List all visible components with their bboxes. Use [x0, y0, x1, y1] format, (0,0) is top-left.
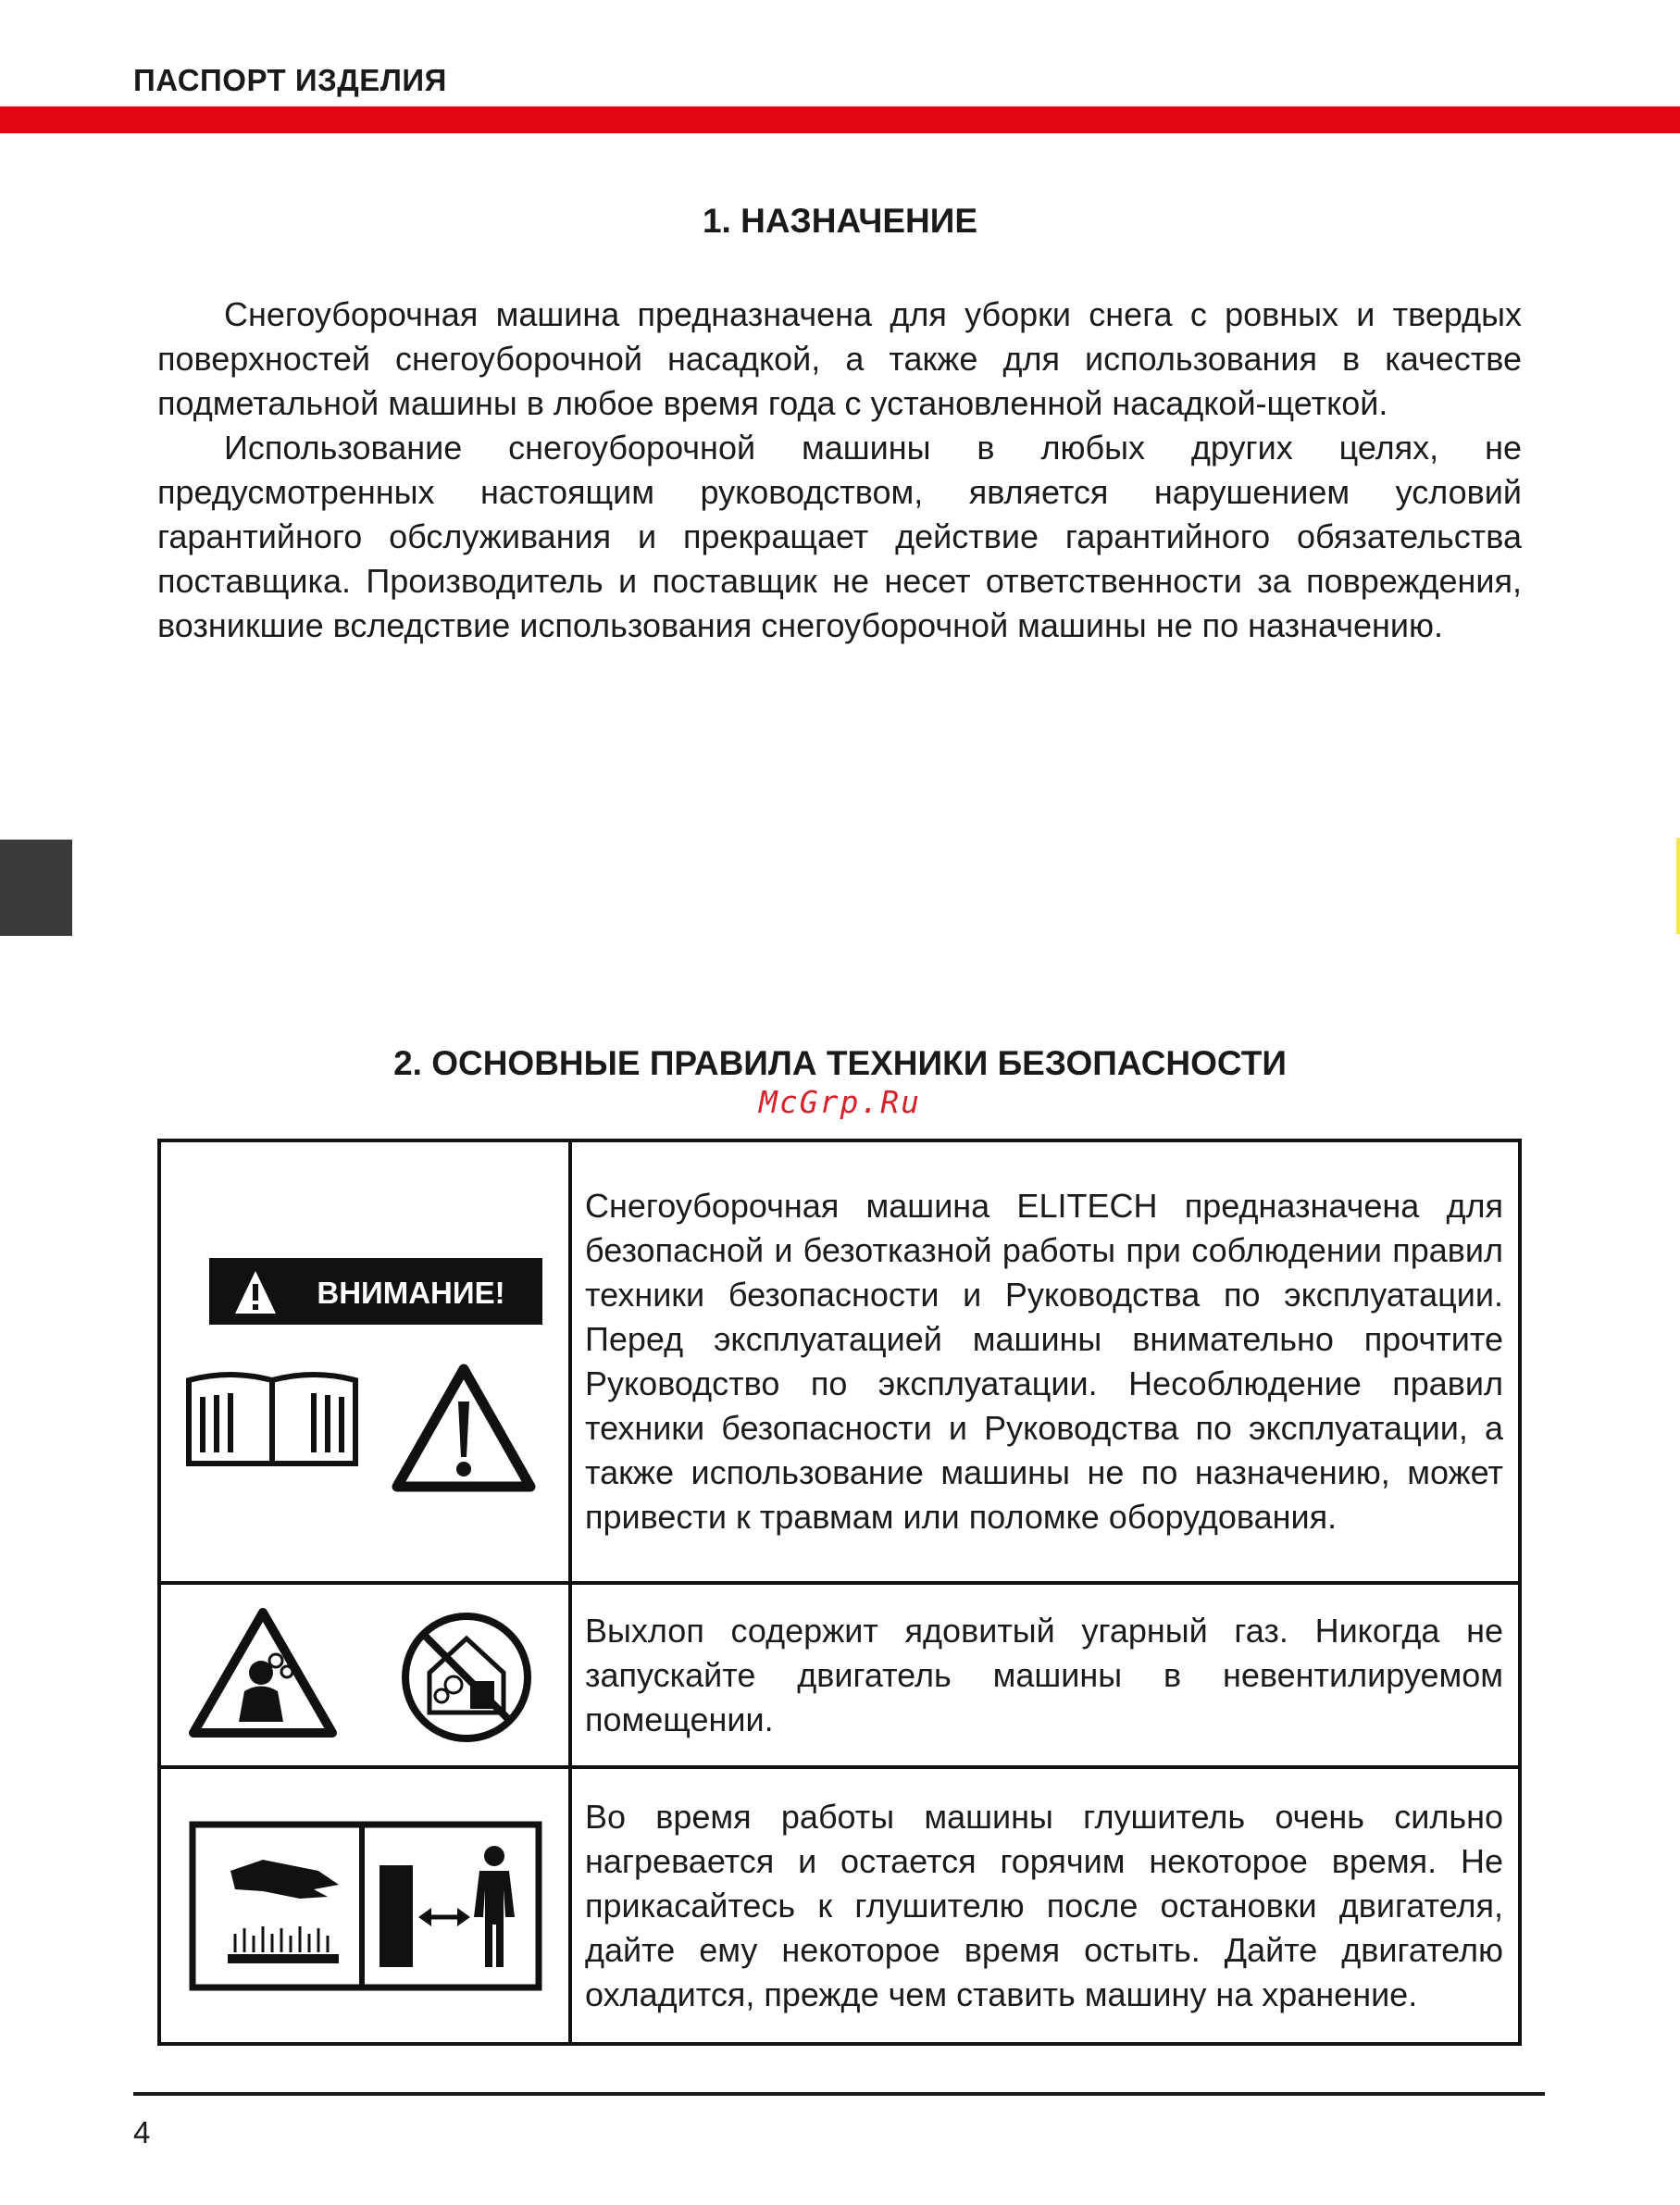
- section-1-paragraph: Снегоуборочная машина предназначена для уборки снега с ровных и твердых поверхностей снегоуборочной насадкой, а также для использования в качестве подметальной машины в любое время года с установленной насадкой-щеткой.: [157, 295, 1522, 422]
- safety-text: Выхлоп содержит ядовитый угарный газ. Никогда не запускайте двигатель машины в невентилируемом помещении.: [570, 1583, 1520, 1767]
- table-row: [159, 1140, 1520, 1583]
- hot-surface-icon: [228, 1860, 339, 1963]
- page-number: 4: [133, 2115, 151, 2149]
- warning-banner-label: ВНИМАНИЕ!: [317, 1275, 505, 1310]
- icon-cell: [159, 1767, 570, 2044]
- warning-banner-icon: [209, 1258, 542, 1325]
- manual-book-icon: [189, 1375, 355, 1464]
- footer-divider: [133, 2092, 1545, 2096]
- warning-triangle-icon: [397, 1369, 530, 1487]
- safety-icons-group-1: [161, 1221, 568, 1499]
- toxic-gas-warning-icon: [193, 1613, 332, 1733]
- section-1-body: [157, 293, 1522, 648]
- header-title: ПАСПОРТ ИЗДЕЛИЯ: [133, 63, 447, 97]
- keep-distance-icon: [380, 1846, 515, 1967]
- safety-icons-group-3: [161, 1769, 568, 2037]
- header-accent-bar: [0, 106, 1680, 133]
- section-2-heading: 2. ОСНОВНЫЕ ПРАВИЛА ТЕХНИКИ БЕЗОПАСНОСТИ: [393, 1044, 1287, 1082]
- edge-marker: [1676, 838, 1680, 934]
- section-1-paragraph: Использование снегоуборочной машины в любых других целях, не предусмотренных настоящим руководством, является нарушением условий гарантийного обслуживания и прекращает действие гарантийного обязательства поставщика. Производитель и поставщик не несет ответственности за повреждения, возникшие вследствие использования снегоуборочной машины не по назначению.: [157, 429, 1522, 644]
- table-row: [159, 1767, 1520, 2044]
- side-tab-marker: [0, 840, 72, 936]
- safety-text: Во время работы машины глушитель очень сильно нагревается и остается горячим некоторое время. Не прикасайтесь к глушителю после остановки двигателя, дайте ему некоторое время остыть. Дайте двигателю охладится, прежде чем ставить машину на хранение.: [570, 1767, 1520, 2044]
- icon-cell: [159, 1583, 570, 1767]
- watermark: McGrp.Ru: [759, 1084, 921, 1120]
- section-1-heading: 1. НАЗНАЧЕНИЕ: [702, 202, 978, 240]
- safety-text: Снегоуборочная машина ELITECH предназначена для безопасной и безотказной работы при соблюдении правил техники безопасности и Руководства по эксплуатации. Перед эксплуатацией машины внимательно прочтите Руководство по эксплуатации. Несоблюдение правил техники безопасности и Руководства по эксплуатации, а также использование машины не по назначению, может привести к травмам или поломке оборудования.: [570, 1140, 1520, 1583]
- table-row: [159, 1583, 1520, 1767]
- no-indoor-operation-icon: [405, 1616, 528, 1738]
- safety-icons-group-2: [161, 1585, 568, 1761]
- icon-cell: [159, 1140, 570, 1583]
- safety-rules-table: [157, 1139, 1522, 2046]
